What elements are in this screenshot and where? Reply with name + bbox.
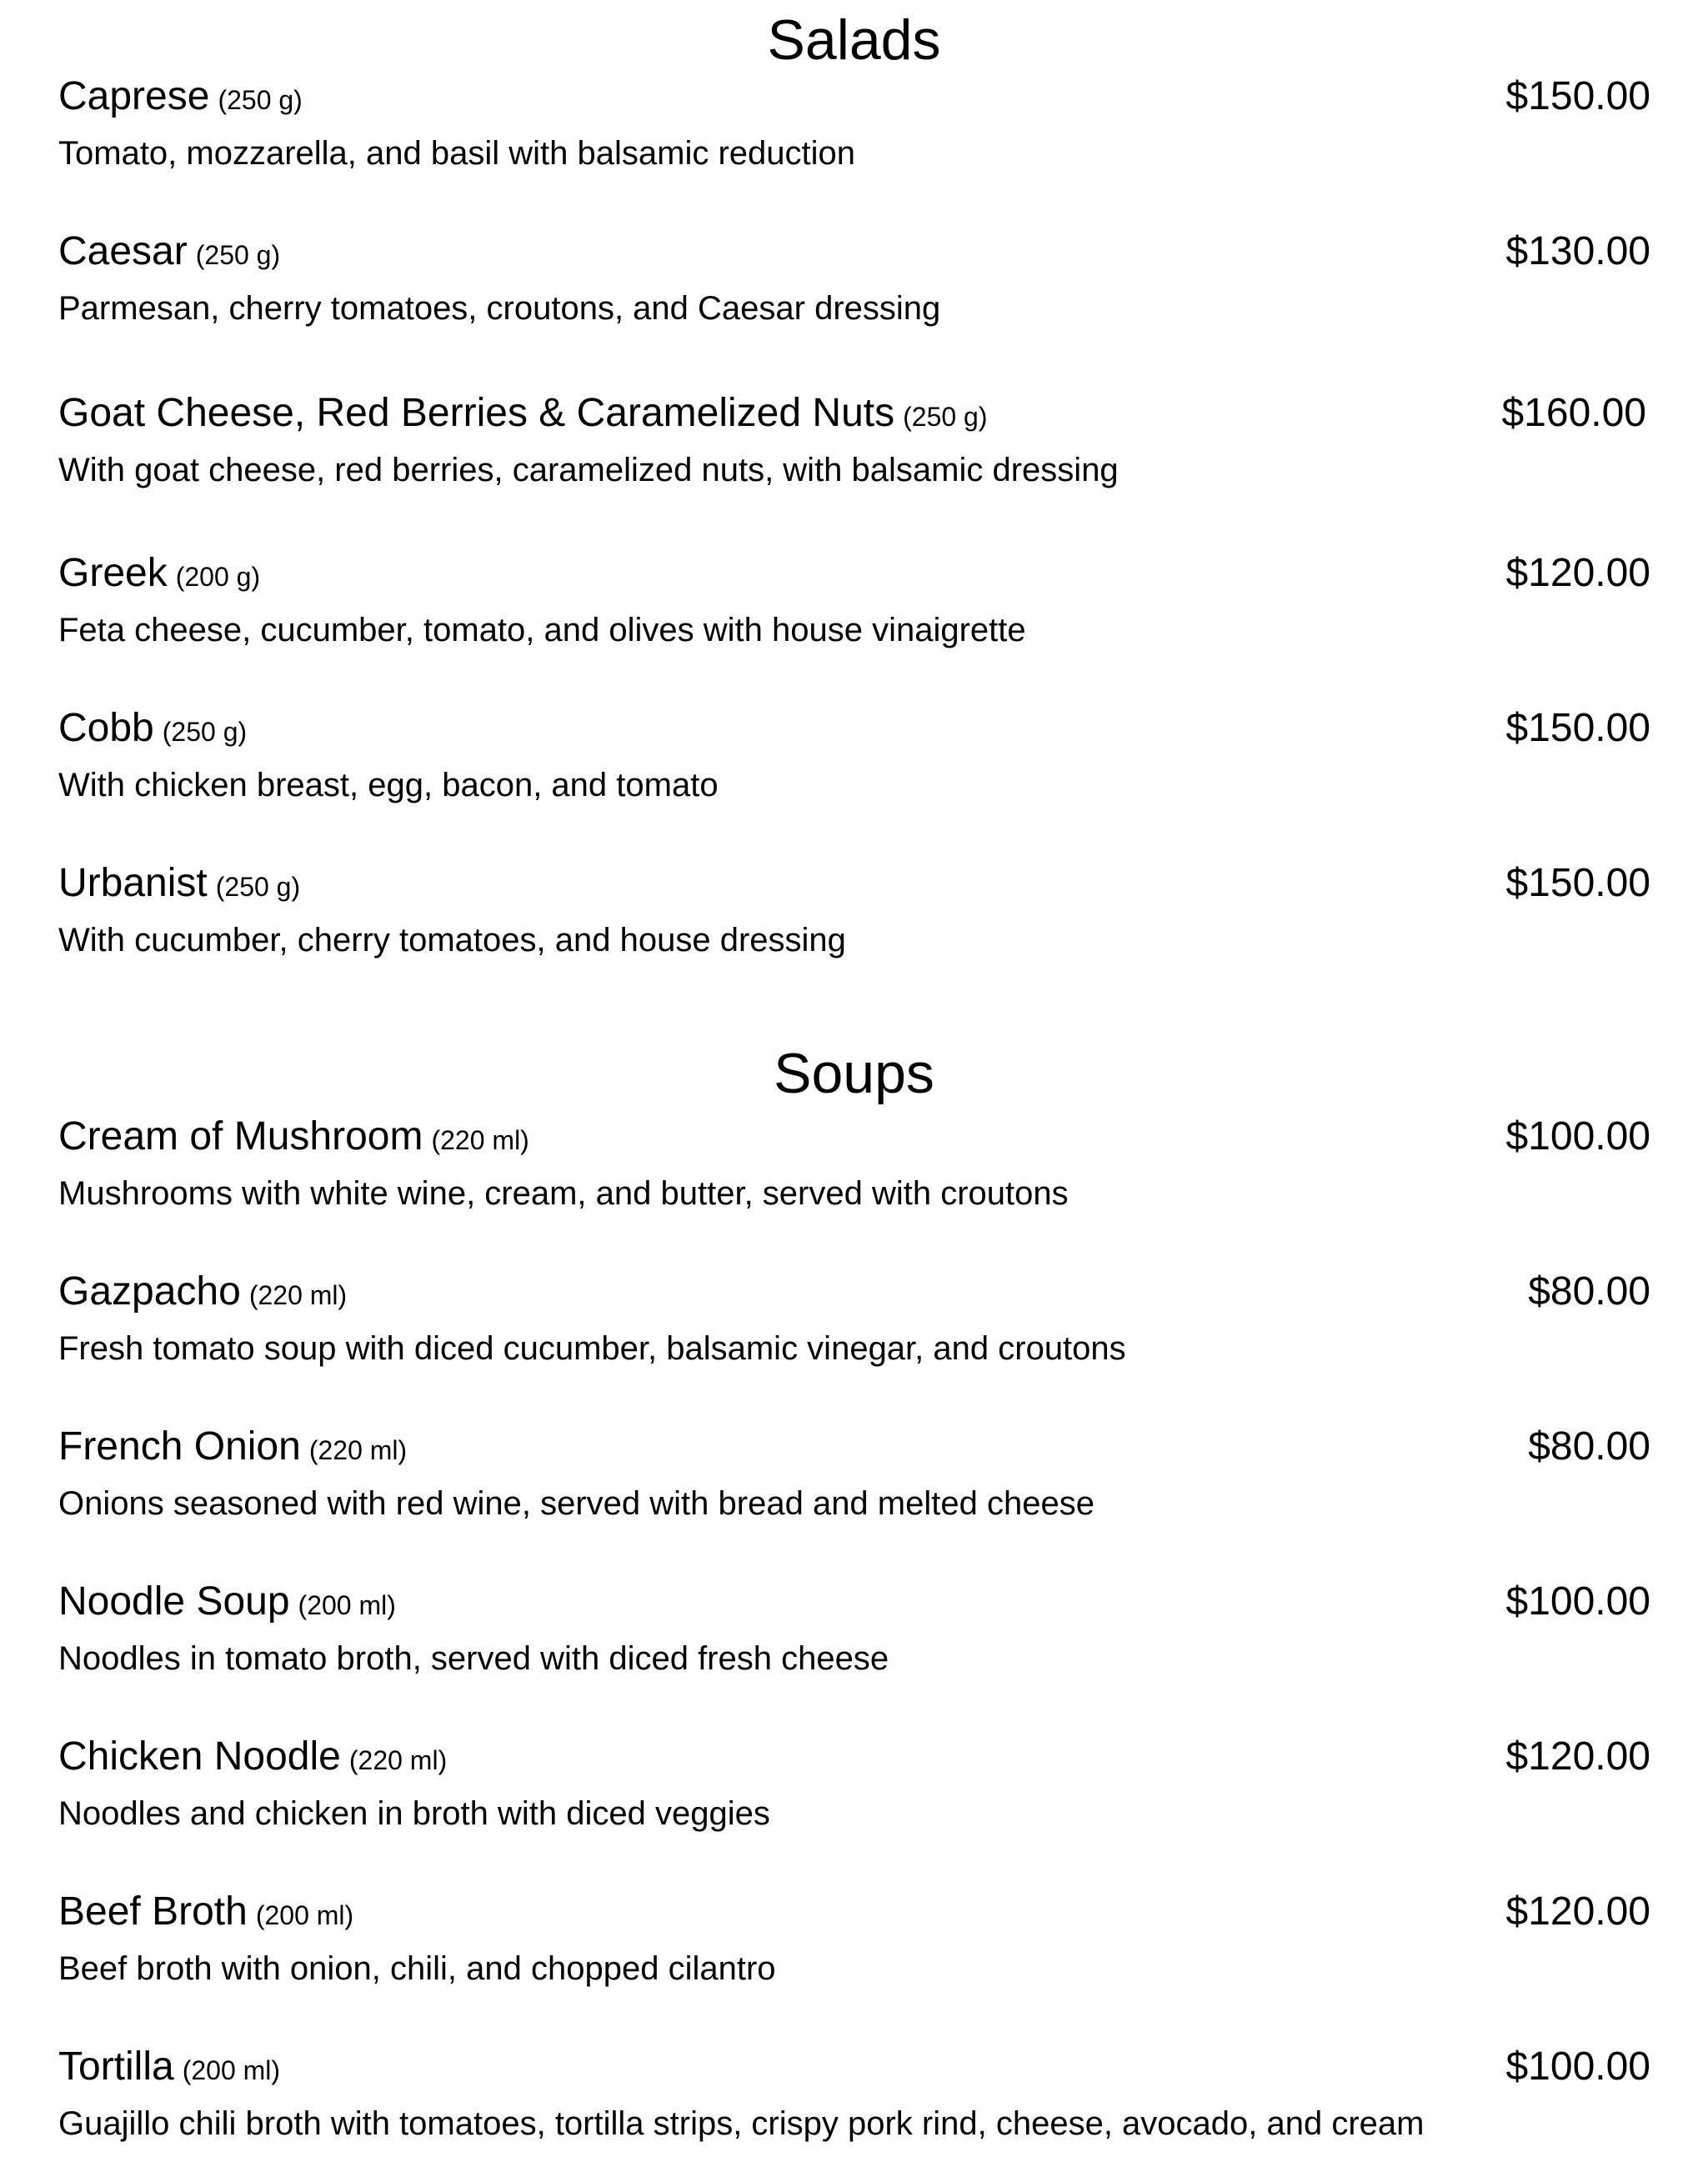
- menu-item: [58, 1887, 1650, 1989]
- item-price: $80.00: [1528, 1269, 1650, 1314]
- item-size: (250 g): [215, 872, 301, 902]
- menu-item-header: [58, 1577, 1650, 1627]
- item-price: $100.00: [1505, 1114, 1650, 1159]
- item-name: Goat Cheese, Red Berries & Caramelized Nuts: [58, 391, 895, 435]
- soups-heading: Soups: [774, 1042, 934, 1105]
- item-name: French Onion: [58, 1424, 301, 1469]
- item-size: (200 ml): [182, 2055, 281, 2085]
- menu-item-header: [58, 1887, 1650, 1937]
- item-price: $120.00: [1505, 551, 1650, 595]
- menu-item-header: [58, 1112, 1650, 1162]
- menu-item: [58, 703, 1650, 805]
- item-price: $100.00: [1505, 2044, 1650, 2089]
- item-size: (220 ml): [248, 1280, 348, 1310]
- item-size: (250 g): [195, 240, 281, 270]
- menu-item: [58, 858, 1650, 960]
- item-description: With cucumber, cherry tomatoes, and house dressing: [58, 922, 846, 958]
- menu-item: [58, 1112, 1650, 1214]
- item-description: With chicken breast, egg, bacon, and tomato: [58, 767, 719, 803]
- item-price: $150.00: [1505, 861, 1650, 905]
- menu-item-header: [58, 388, 1650, 438]
- item-description: Tomato, mozzarella, and basil with balsamic reduction: [58, 135, 855, 172]
- item-description: Beef broth with onion, chili, and chopped cilantro: [58, 1950, 776, 1987]
- item-description: Mushrooms with white wine, cream, and butter, served with croutons: [58, 1175, 1069, 1212]
- item-description: Fresh tomato soup with diced cucumber, balsamic vinegar, and croutons: [58, 1330, 1126, 1367]
- item-name: Urbanist: [58, 861, 208, 905]
- menu-item-header: [58, 703, 1650, 753]
- menu-item-header: [58, 2042, 1650, 2092]
- item-price: $100.00: [1505, 1579, 1650, 1624]
- item-price: $80.00: [1528, 1424, 1650, 1469]
- item-description: Noodles and chicken in broth with diced veggies: [58, 1795, 770, 1832]
- item-size: (220 ml): [348, 1745, 448, 1775]
- item-description: Parmesan, cherry tomatoes, croutons, and Caesar dressing: [58, 290, 941, 327]
- menu-item-header: [58, 548, 1650, 598]
- menu-item: [58, 1267, 1650, 1369]
- menu-item: [58, 227, 1650, 328]
- item-name: Gazpacho: [58, 1269, 241, 1314]
- item-price: $150.00: [1505, 74, 1650, 118]
- item-description: Noodles in tomato broth, served with diced fresh cheese: [58, 1640, 889, 1677]
- item-price: $120.00: [1505, 1734, 1650, 1779]
- menu-item: [58, 548, 1650, 650]
- menu-item-header: [58, 1422, 1650, 1472]
- item-size: (250 g): [162, 717, 248, 747]
- menu-item: [58, 388, 1650, 490]
- menu-item-header: [58, 72, 1650, 122]
- item-description: Onions seasoned with red wine, served with bread and melted cheese: [58, 1485, 1094, 1522]
- item-name: Caprese: [58, 74, 210, 118]
- menu-item-header: [58, 858, 1650, 908]
- menu-item: [58, 1422, 1650, 1524]
- item-name: Cream of Mushroom: [58, 1114, 423, 1159]
- item-price: $160.00: [1501, 391, 1646, 435]
- menu-item: [58, 1732, 1650, 1834]
- menu-item-header: [58, 227, 1650, 277]
- item-size: (200 ml): [298, 1590, 396, 1620]
- item-size: (250 g): [218, 85, 303, 115]
- salads-heading: Salads: [767, 8, 941, 72]
- item-name: Tortilla: [58, 2044, 174, 2089]
- item-name: Caesar: [58, 229, 188, 273]
- menu-item: [58, 2042, 1650, 2144]
- item-size: (220 ml): [431, 1125, 529, 1155]
- menu-item-header: [58, 1732, 1650, 1782]
- item-size: (200 ml): [255, 1900, 354, 1930]
- item-name: Chicken Noodle: [58, 1734, 341, 1779]
- item-name: Beef Broth: [58, 1889, 248, 1934]
- menu-item: [58, 72, 1650, 173]
- item-price: $120.00: [1505, 1889, 1650, 1934]
- menu-item-header: [58, 1267, 1650, 1317]
- item-description: Guajillo chili broth with tomatoes, tortilla strips, crispy pork rind, cheese, avocado, and cream: [58, 2105, 1425, 2142]
- menu-item: [58, 1577, 1650, 1679]
- item-description: Feta cheese, cucumber, tomato, and olives with house vinaigrette: [58, 612, 1026, 648]
- item-name: Greek: [58, 551, 168, 595]
- item-price: $130.00: [1505, 229, 1650, 273]
- item-size: (250 g): [903, 402, 988, 432]
- item-size: (220 ml): [308, 1435, 408, 1465]
- item-description: With goat cheese, red berries, caramelized nuts, with balsamic dressing: [58, 452, 1119, 488]
- item-name: Noodle Soup: [58, 1579, 290, 1624]
- item-size: (200 g): [175, 562, 261, 592]
- item-name: Cobb: [58, 706, 154, 750]
- item-price: $150.00: [1505, 706, 1650, 750]
